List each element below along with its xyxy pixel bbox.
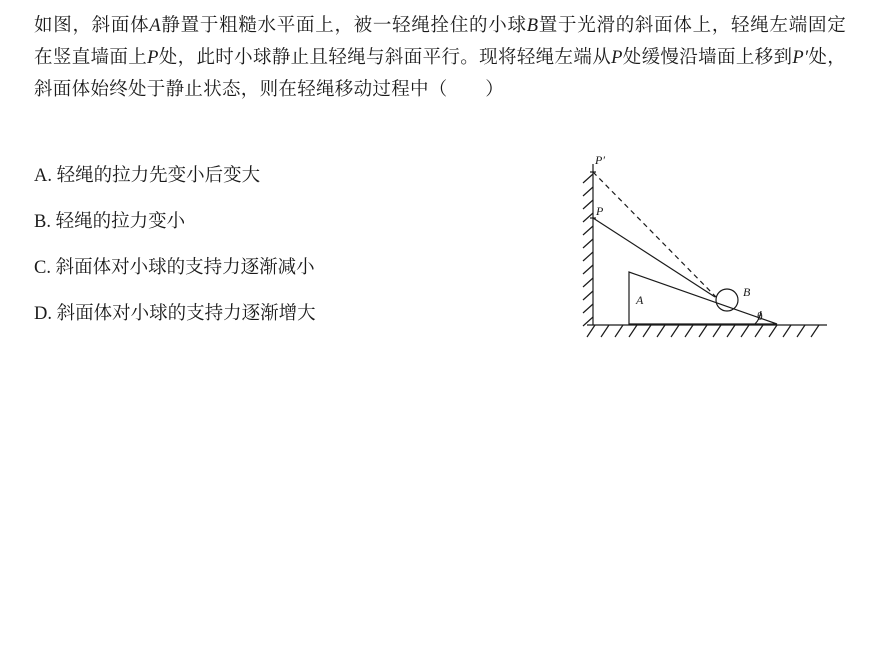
options-list <box>34 163 554 347</box>
label-incline-a: A <box>636 293 644 307</box>
option-C-label: C. <box>34 258 51 278</box>
label-p-prime: P′ <box>595 153 605 167</box>
stem-var-P-2: P <box>611 48 623 68</box>
option-B[interactable] <box>34 209 554 236</box>
stem-text-4: 处，此时小球静止且轻绳与斜面平行。现将轻绳左端从 <box>158 48 612 68</box>
label-angle-theta: θ <box>757 309 763 323</box>
option-A[interactable] <box>34 163 554 190</box>
option-B-text: 轻绳的拉力变小 <box>55 212 186 232</box>
option-D-label: D. <box>34 304 52 324</box>
question-stem <box>34 10 846 106</box>
option-D[interactable] <box>34 301 554 328</box>
stem-text-6: 处，斜面体始终处于静止状态，则在轻绳移动过程中（ ） <box>34 48 847 100</box>
option-D-text: 斜面体对小球的支持力逐渐增大 <box>56 304 316 324</box>
option-C[interactable] <box>34 255 554 282</box>
label-ball-b: B <box>743 285 751 299</box>
stem-var-A: A <box>149 16 161 36</box>
label-p: P <box>596 204 604 218</box>
incline-body <box>629 272 777 324</box>
rope-dashed-line <box>593 172 717 298</box>
stem-text-5: 处缓慢沿墙面上移到 <box>622 48 793 68</box>
physics-diagram <box>565 150 855 355</box>
rope-line <box>593 218 715 297</box>
option-C-text: 斜面体对小球的支持力逐渐减小 <box>55 258 315 278</box>
option-B-label: B. <box>34 212 51 232</box>
stem-var-P: P <box>147 48 159 68</box>
stem-text-2: 静置于粗糙水平面上，被一轻绳拴住的小球 <box>160 16 527 36</box>
stem-text-3: 置于光滑的斜面体上，轻绳左端固定在竖直墙面上 <box>34 16 847 68</box>
stem-text-1: 如图，斜面体 <box>34 16 150 36</box>
ball-circle <box>716 289 738 311</box>
option-A-text: 轻绳的拉力先变小后变大 <box>56 166 261 186</box>
stem-var-P-prime: P′ <box>792 48 809 68</box>
option-A-label: A. <box>34 166 52 186</box>
stem-var-B: B <box>526 16 539 36</box>
